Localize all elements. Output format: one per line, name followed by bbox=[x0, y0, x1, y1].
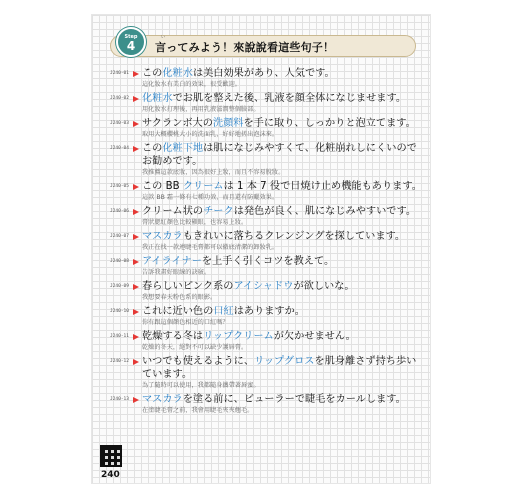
vocab-highlight: チーク bbox=[203, 206, 234, 217]
play-triangle-icon[interactable] bbox=[133, 96, 139, 102]
audio-track-label[interactable]: J240-03 bbox=[110, 121, 129, 126]
sentence-post: は美白効果があり、人気です。 bbox=[192, 68, 335, 79]
sentence-item bbox=[110, 255, 422, 277]
sentence-body bbox=[142, 180, 422, 202]
sentence-body bbox=[142, 67, 422, 89]
audio-track-label[interactable]: J240-01 bbox=[110, 71, 129, 76]
japanese-sentence bbox=[142, 280, 422, 293]
vocab-highlight: 洗顔料 bbox=[212, 118, 244, 129]
play-triangle-icon[interactable] bbox=[133, 397, 139, 403]
step-badge-label: Step bbox=[124, 34, 138, 40]
qr-code-icon bbox=[100, 445, 122, 467]
vocab-highlight: マスカラ bbox=[142, 394, 183, 405]
sentence-body bbox=[142, 205, 422, 227]
page-number: 240 bbox=[101, 470, 120, 480]
sentence-body bbox=[142, 117, 422, 139]
audio-track-label[interactable]: J240-11 bbox=[110, 334, 129, 339]
chinese-translation: 取用大概櫻桃大小的洗面乳，好好地搓出泡沫來。 bbox=[142, 131, 279, 138]
chinese-translation: 這款 BB 霜一條有七種功效，而且還有防曬效果。 bbox=[142, 194, 279, 201]
sentence-post: を塗る前に、ビューラーで睫毛をカールします。 bbox=[182, 394, 406, 405]
audio-track-label[interactable]: J240-04 bbox=[110, 146, 129, 151]
audio-track-label[interactable]: J240-07 bbox=[110, 234, 129, 239]
step-badge bbox=[116, 27, 146, 57]
sentence-post: は肌になじみやすくて、化粧崩れしにくいのでお勧めです。 bbox=[142, 143, 417, 167]
play-triangle-icon[interactable] bbox=[133, 71, 139, 77]
japanese-sentence bbox=[142, 180, 422, 193]
sentence-pre: サクランボ大の bbox=[142, 118, 213, 129]
sentence-pre: これに近い色の bbox=[142, 306, 214, 317]
audio-track-label[interactable]: J240-02 bbox=[110, 96, 129, 101]
sentence-item bbox=[110, 330, 422, 352]
audio-track-label[interactable]: J240-08 bbox=[110, 259, 129, 264]
sentence-post: が欠かせません。 bbox=[273, 331, 356, 342]
chinese-translation: 乾燥的冬天，絕對不可以缺少護唇膏。 bbox=[142, 344, 248, 351]
sentence-item bbox=[110, 230, 422, 252]
sentence-item bbox=[110, 142, 422, 177]
vocab-highlight: アイシャドウ bbox=[233, 281, 294, 292]
japanese-sentence bbox=[142, 92, 422, 105]
vocab-highlight: マスカラ bbox=[142, 231, 183, 242]
play-triangle-icon[interactable] bbox=[133, 284, 139, 290]
sentence-item bbox=[110, 393, 422, 415]
sentence-item bbox=[110, 280, 422, 302]
sentence-post: を手に取り、しっかりと泡立てます。 bbox=[243, 118, 416, 129]
sentence-post: が欲しいな。 bbox=[293, 281, 355, 292]
chinese-translation: 在塗睫毛膏之前，我會用睫毛夾夾翹毛。 bbox=[142, 407, 254, 414]
section-banner bbox=[110, 35, 416, 57]
sentence-item bbox=[110, 355, 422, 390]
section-title: 言ってみよう！來說說看這些句子！ bbox=[155, 41, 335, 54]
sentence-body bbox=[142, 393, 422, 415]
play-triangle-icon[interactable] bbox=[133, 234, 139, 240]
vocab-highlight: クリーム bbox=[182, 181, 224, 192]
play-triangle-icon[interactable] bbox=[133, 259, 139, 265]
sentence-pre: この BB bbox=[142, 181, 183, 192]
chinese-translation: 我正在找一款連睫毛膏都可以徹底清潔的卸妝乳。 bbox=[142, 244, 279, 251]
vocab-highlight: 化粧水 bbox=[162, 68, 193, 79]
sentence-item bbox=[110, 305, 422, 327]
sentence-body bbox=[142, 280, 422, 302]
sentence-post: を肌身離さず持ち歩いています。 bbox=[142, 356, 417, 380]
sentence-post: は発色が良く、肌になじみやすいです。 bbox=[233, 206, 417, 217]
textbook-page bbox=[91, 14, 431, 484]
japanese-sentence bbox=[142, 142, 422, 168]
sentence-pre: 春らしいピンク系の bbox=[142, 281, 234, 292]
play-triangle-icon[interactable] bbox=[133, 309, 139, 315]
audio-track-label[interactable]: J240-13 bbox=[110, 397, 129, 402]
japanese-sentence bbox=[142, 205, 422, 218]
chinese-translation: 這化妝水有美白的效果，很受歡迎。 bbox=[142, 81, 241, 88]
sentence-post: は 1 本 7 役で日焼け止め機能もあります。 bbox=[223, 181, 422, 192]
play-triangle-icon[interactable] bbox=[133, 334, 139, 340]
sentence-body bbox=[142, 142, 422, 177]
chinese-translation: 我想要春天粉色系的眼影。 bbox=[142, 294, 217, 301]
sentence-post: でお肌を整えた後、乳液を顔全体になじませます。 bbox=[172, 93, 407, 104]
vocab-highlight: 口紅 bbox=[213, 306, 234, 317]
sentence-item bbox=[110, 205, 422, 227]
sentence-pre: いつでも使えるように、 bbox=[142, 356, 255, 367]
japanese-sentence bbox=[142, 355, 422, 381]
sentence-item bbox=[110, 67, 422, 89]
step-badge-number: 4 bbox=[126, 39, 136, 53]
chinese-translation: 為了隨時可以使用，我都隨身攜帶著唇蜜。 bbox=[142, 382, 260, 389]
sentence-pre: クリーム状の bbox=[142, 206, 204, 217]
sentence-body bbox=[142, 330, 422, 352]
vocab-highlight: 化粧水 bbox=[142, 93, 173, 104]
title-ruby: い bbox=[161, 34, 165, 39]
sentence-pre: この bbox=[142, 143, 163, 154]
sentence-pre: この bbox=[142, 68, 163, 79]
japanese-sentence bbox=[142, 230, 422, 243]
sentence-pre: 乾燥する冬は bbox=[142, 331, 204, 342]
japanese-sentence bbox=[142, 67, 422, 80]
chinese-translation: 用化妝水打理後，再用乳液滋潤整個臉部。 bbox=[142, 106, 260, 113]
play-triangle-icon[interactable] bbox=[133, 209, 139, 215]
sentence-post: はありますか。 bbox=[233, 306, 305, 317]
japanese-sentence bbox=[142, 255, 422, 268]
sentence-body bbox=[142, 355, 422, 390]
chinese-translation: 告訴我畫好眼線的訣竅。 bbox=[142, 269, 211, 276]
vocab-highlight: 化粧下地 bbox=[162, 143, 204, 154]
sentence-item bbox=[110, 117, 422, 139]
play-triangle-icon[interactable] bbox=[133, 184, 139, 190]
sentence-post: もきれいに落ちるクレンジングを探しています。 bbox=[182, 231, 406, 242]
sentence-item bbox=[110, 92, 422, 114]
sentence-list bbox=[110, 67, 422, 418]
chinese-translation: 膏狀腮紅顏色比較顯眼，也容易上妝。 bbox=[142, 219, 248, 226]
audio-track-label[interactable]: J240-09 bbox=[110, 284, 129, 289]
japanese-sentence bbox=[142, 117, 422, 130]
audio-track-label[interactable]: J240-12 bbox=[110, 359, 129, 364]
sentence-item bbox=[110, 180, 422, 202]
vocab-highlight: リップグロス bbox=[254, 356, 315, 367]
chinese-translation: 我推薦這款底妝，因為很好上妝，而且不容易脫妝。 bbox=[142, 169, 285, 176]
sentence-body bbox=[142, 255, 422, 277]
play-triangle-icon[interactable] bbox=[133, 121, 139, 127]
play-triangle-icon[interactable] bbox=[133, 146, 139, 152]
chinese-translation: 你有跟這個顏色相近的口紅嗎？ bbox=[142, 319, 229, 326]
vocab-highlight: アイライナー bbox=[142, 256, 202, 267]
japanese-sentence bbox=[142, 305, 422, 318]
japanese-sentence bbox=[142, 393, 422, 406]
sentence-body bbox=[142, 92, 422, 114]
japanese-sentence bbox=[142, 330, 422, 343]
sentence-body bbox=[142, 305, 422, 327]
audio-track-label[interactable]: J240-06 bbox=[110, 209, 129, 214]
sentence-body bbox=[142, 230, 422, 252]
play-triangle-icon[interactable] bbox=[133, 359, 139, 365]
sentence-post: を上手く引くコツを教えて。 bbox=[201, 256, 335, 267]
audio-track-label[interactable]: J240-10 bbox=[110, 309, 129, 314]
vocab-highlight: リップクリーム bbox=[203, 331, 274, 342]
audio-track-label[interactable]: J240-05 bbox=[110, 184, 129, 189]
